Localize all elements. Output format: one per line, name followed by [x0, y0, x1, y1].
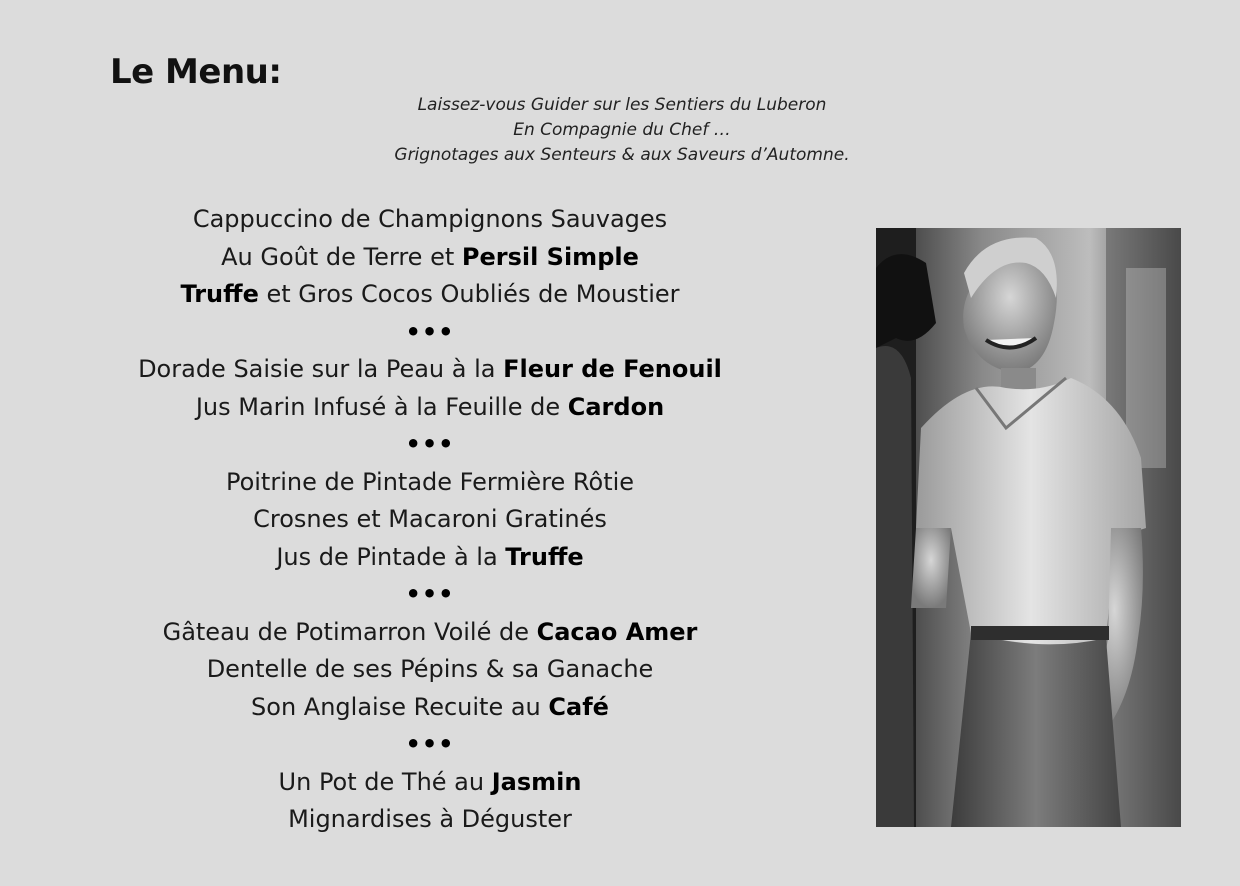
menu-line [110, 464, 750, 502]
chef-portrait-photo-icon [876, 228, 1181, 827]
subtitle-line: Grignotages aux Senteurs & aux Saveurs d’Automne. [394, 145, 850, 165]
course-separator [110, 426, 750, 464]
menu-text: Crosnes et Macaroni Gratinés [253, 505, 607, 533]
menu-line [110, 276, 750, 314]
menu-line [110, 351, 750, 389]
highlighted-ingredient: Fleur de Fenouil [503, 355, 722, 383]
menu-text: Gâteau de Potimarron Voilé de [162, 617, 537, 646]
menu-text: Jus Marin Infusé à la Feuille de [195, 392, 568, 421]
separator-dots: ••• [405, 317, 455, 346]
menu-text: Jus de Pintade à la [276, 542, 506, 571]
course-separator [110, 576, 750, 614]
menu-text: Poitrine de Pintade Fermière Rôtie [225, 467, 635, 496]
course-separator [110, 726, 750, 764]
highlighted-ingredient: Jasmin [491, 767, 582, 796]
menu-line [110, 389, 750, 427]
menu-text: Dorade Saisie sur la Peau à la [138, 355, 504, 383]
menu-text: Son Anglaise Recuite au [251, 692, 549, 721]
subtitle-line: Laissez-vous Guider sur les Sentiers du Luberon [417, 95, 827, 115]
separator-dots: ••• [405, 730, 455, 758]
highlighted-ingredient: Cardon [567, 392, 665, 421]
subtitle-line: En Compagnie du Chef … [513, 120, 731, 140]
menu-line [110, 539, 750, 577]
menu-courses [110, 201, 750, 839]
menu-line [110, 614, 750, 652]
menu-line [110, 764, 750, 802]
page-title: Le Menu: [110, 52, 282, 92]
highlighted-ingredient: Truffe [505, 542, 584, 571]
menu-line [110, 239, 750, 277]
menu-text: et Gros Cocos Oubliés de Moustier [258, 280, 680, 308]
menu-text: Mignardises à Déguster [288, 805, 572, 833]
highlighted-ingredient: Persil Simple [461, 242, 639, 271]
highlighted-ingredient: Truffe [180, 280, 259, 308]
course-separator [110, 314, 750, 352]
menu-text: Un Pot de Thé au [278, 767, 492, 796]
menu-subtitle [380, 93, 864, 168]
highlighted-ingredient: Café [548, 692, 609, 721]
menu-line [110, 801, 750, 839]
menu-text: Au Goût de Terre et [221, 242, 462, 271]
menu-line [110, 501, 750, 539]
menu-line [110, 201, 750, 239]
menu-line [110, 689, 750, 727]
separator-dots: ••• [405, 580, 455, 608]
highlighted-ingredient: Cacao Amer [536, 617, 698, 646]
separator-dots: ••• [405, 430, 455, 458]
menu-text: Cappuccino de Champignons Sauvages [192, 205, 668, 233]
menu-line [110, 651, 750, 689]
menu-text: Dentelle de ses Pépins & sa Ganache [206, 655, 654, 683]
chef-photo [876, 228, 1181, 827]
